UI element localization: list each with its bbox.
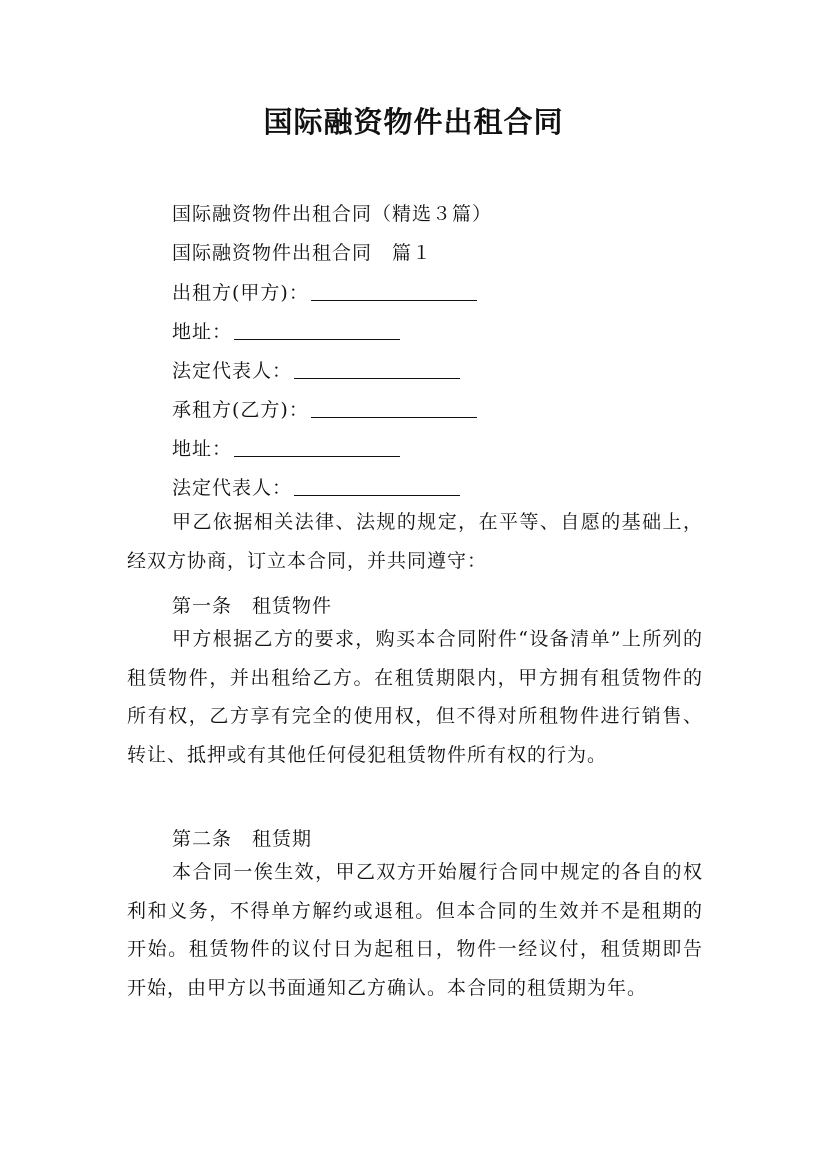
lessor-address-field (172, 317, 400, 344)
lessee-rep-field (172, 473, 460, 500)
lessor-rep-label: 法定代表人： (172, 360, 293, 382)
lessee-label: 承租方(乙方)： (172, 399, 309, 421)
lessee-rep-label: 法定代表人： (172, 477, 293, 499)
lessor-label: 出租方(甲方)： (172, 282, 309, 304)
lessor-rep-blank (294, 362, 460, 379)
lessee-address-field (172, 434, 400, 461)
lessee-address-blank (234, 440, 400, 457)
intro-paragraph: 甲乙依据相关法律、法规的规定，在平等、自愿的基础上，经双方协商，订立本合同，并共同遵守： (127, 511, 703, 572)
lessee-blank (311, 401, 477, 418)
document-subtitle: 国际融资物件出租合同（精选３篇） (172, 203, 493, 225)
lessor-field (172, 278, 477, 305)
lessor-address-blank (234, 323, 400, 340)
section-heading: 国际融资物件出租合同 篇１ (172, 242, 433, 264)
article2-paragraph: 本合同一俟生效，甲乙双方开始履行合同中规定的各自的权利和义务，不得单方解约或退租。但本合同的生效并不是租期的开始。租赁物件的议付日为起租日，物件一经议付，租赁期即告开始，由甲方以书面通知乙方确认。本合同的租赁期为年。 (127, 861, 703, 999)
article1-heading: 第一条 租赁物件 (172, 595, 333, 617)
article1-paragraph: 甲方根据乙方的要求，购买本合同附件“设备清单”上所列的租赁物件，并出租给乙方。在租赁期限内，甲方拥有租赁物件的所有权，乙方享有完全的使用权，但不得对所租物件进行销售、转让、抵押或有其他任何侵犯租赁物件所有权的行为。 (127, 628, 703, 766)
lessor-address-label: 地址： (172, 321, 233, 343)
lessee-rep-blank (294, 479, 460, 496)
lessor-blank (311, 284, 477, 301)
lessee-field (172, 395, 477, 422)
lessor-rep-field (172, 356, 460, 383)
article2-heading: 第二条 租赁期 (172, 828, 313, 850)
lessee-address-label: 地址： (172, 438, 233, 460)
document-title: 国际融资物件出租合同 (263, 105, 564, 139)
